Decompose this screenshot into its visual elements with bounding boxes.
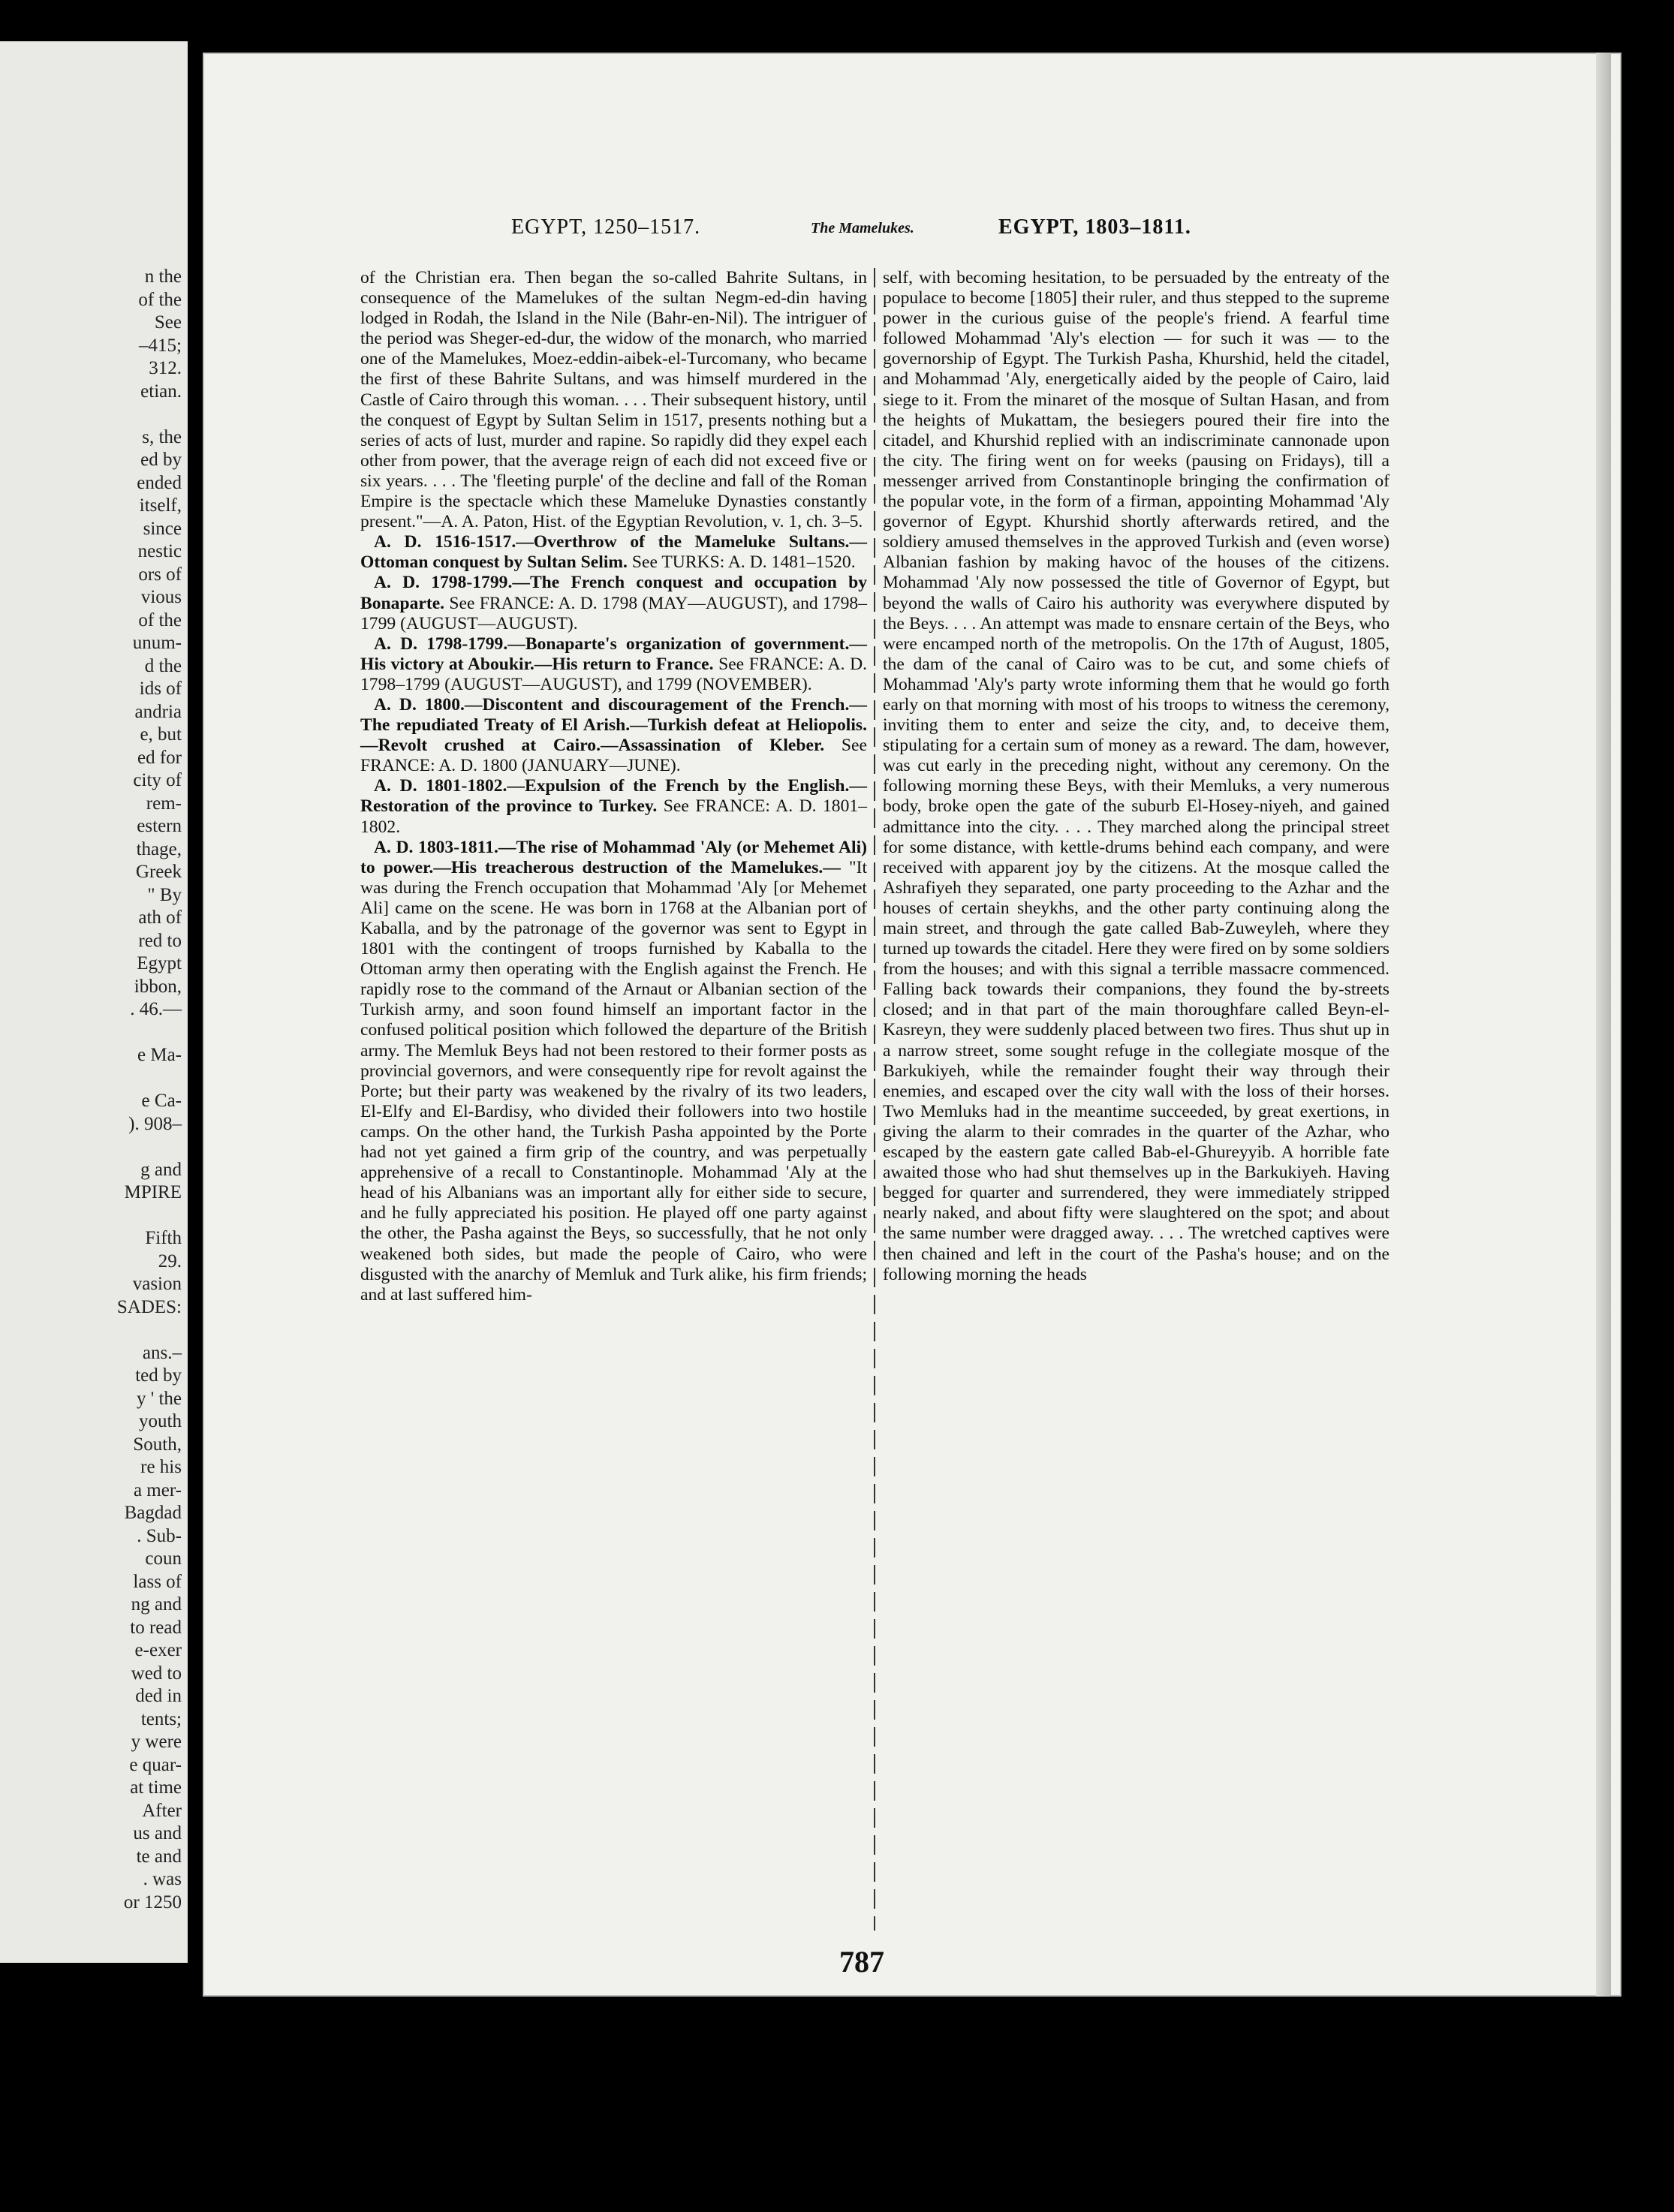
- fragment-line: nestic: [137, 541, 182, 561]
- fragment-line: lass of: [133, 1571, 182, 1592]
- header-right: EGYPT, 1803–1811.: [998, 215, 1191, 239]
- fragment-line: since: [143, 518, 182, 539]
- entry-1516: [360, 532, 867, 573]
- fragment-line: y ' the: [136, 1388, 182, 1409]
- fragment-line: te and: [136, 1846, 182, 1867]
- fragment-line: g and: [140, 1159, 182, 1180]
- fragment-line: itself,: [139, 495, 182, 516]
- fragment-line: ids of: [139, 679, 182, 699]
- fragment-line: ng and: [131, 1594, 182, 1615]
- fragment-line: d the: [144, 655, 182, 676]
- fragment-line: Bagdad: [124, 1503, 182, 1523]
- entry-heading: A. D. 1801-1802.—Expulsion of the French by the English.—Restoration of the province to Turkey.: [360, 776, 867, 817]
- fragment-line: red to: [138, 930, 182, 951]
- fragment-line: 29.: [158, 1250, 182, 1272]
- fragment-line: –415;: [139, 335, 182, 356]
- intro-paragraph: of the Christian era. Then began the so-called Bahrite Sultans, in consequence of the Mamelukes of the sultan Negm-ed-din having lodged in Rodah, the Island in the Nile (Bahr-en-Nil). The intriguer of the period was Sheger-ed-dur, the widow of the monarch, who married one of the Mamelukes, Moez-eddin-aibek-el-Turcomany, who became the first of these Bahrite Sultans, and was himself murdered in the Castle of Cairo through this woman. . . . Their subsequent history, until the conquest of Egypt by Sultan Selim in 1517, presents nothing but a series of acts of lust, murder and rapine. So rapidly did they expel each other from power, that the average reign of each did not exceed five or six years. . . . The 'fleeting purple' of the decline and fall of the Roman Empire is the spectacle which these Mameluke Dynasties constantly present."—A. A. Paton, Hist. of the Egyptian Revolution, v. 1, ch. 3–5.: [360, 268, 867, 532]
- fragment-line: s, the: [142, 426, 182, 447]
- right-column: [883, 268, 1389, 1285]
- adjacent-page-fragment: [0, 41, 188, 1963]
- entry-1798-a: [360, 573, 867, 634]
- entry-body: "It was during the French occupation that Mohammad 'Aly [or Mehemet Ali] came on the scene. He was born in 1768 at the Albanian port of Kaballa, and by the patronage of the governor was sent to Egypt in 1801 with the contingent of troops furnished by Kaballa to the Ottoman army then operating with the English against the French. He rapidly rose to the command of the Arnaut or Albanian section of the Turkish army, and soon found himself an important factor in the confused political position which followed the departure of the British army. The Memluk Beys had not been restored to their former posts as provincial governors, and were consequently ripe for revolt against the Porte; but their party was weakened by the rivalry of its two leaders, El-Elfy and El-Bardisy, who divided their followers into two hostile camps. On the other hand, the Turkish Pasha appointed by the Porte had not yet gained a firm grip of the country, and was perpetually apprehensive of a recall to Constantinople. Mohammad 'Aly at the head of his Albanians was an important ally for either side to secure, and he fully appreciated his position. He played off one party against the other, the Pasha against the Beys, so successfully, that he not only weakened both sides, but made the people of Cairo, who were disgusted with the anarchy of Memluk and Turk alike, his firm friends; and at last suffered him-: [360, 857, 867, 1305]
- fragment-line: re his: [140, 1457, 182, 1477]
- fragment-line: . was: [143, 1869, 182, 1889]
- fragment-line: wed to: [131, 1663, 182, 1684]
- fragment-line: South,: [133, 1434, 182, 1455]
- fragment-line: e quar-: [129, 1754, 182, 1775]
- fragment-line: coun: [145, 1548, 182, 1569]
- column-divider: [874, 268, 875, 1931]
- fragment-line: SADES:: [116, 1296, 182, 1317]
- fragment-line: Fifth: [145, 1228, 182, 1248]
- entry-1801: [360, 776, 867, 837]
- entry-heading: A. D. 1800.—Discontent and discouragement of the French.—The repudiated Treaty of El Arish.—Turkish defeat at Heliopolis.—Revolt crushed at Cairo.—Assassination of Kleber.: [360, 694, 867, 756]
- fragment-line: " By: [147, 884, 182, 905]
- entry-heading: A. D. 1798-1799.—The French conquest and occupation by Bonaparte.: [360, 573, 867, 613]
- fragment-line: See: [154, 312, 182, 333]
- entry-heading: A. D. 1798-1799.—Bonaparte's organization of government.—His victory at Aboukir.—His return to France.: [360, 634, 867, 674]
- fragment-line: estern: [137, 816, 182, 836]
- fragment-line: ded in: [135, 1686, 182, 1706]
- header-left: EGYPT, 1250–1517.: [511, 215, 701, 239]
- fragment-line: vious: [140, 587, 182, 607]
- fragment-line: ans.–: [142, 1342, 182, 1363]
- fragment-line: MPIRE: [124, 1182, 182, 1202]
- fragment-line: us and: [133, 1823, 182, 1843]
- fragment-line: a mer-: [133, 1479, 182, 1500]
- fragment-line: ath of: [138, 907, 182, 928]
- fragment-line: y were: [131, 1732, 182, 1752]
- entry-body: See FRANCE: A. D. 1800 (JANUARY—JUNE).: [360, 736, 867, 776]
- fragment-line: e-exer: [134, 1640, 182, 1660]
- page-edge: [1596, 53, 1611, 1997]
- fragment-line: ). 908–: [128, 1113, 182, 1134]
- document-page: [203, 53, 1621, 1997]
- fragment-line: ended: [137, 472, 182, 493]
- fragment-line: rem-: [146, 793, 182, 814]
- entry-1803: [360, 838, 867, 1305]
- fragment-line: e Ma-: [137, 1045, 182, 1065]
- header-center: The Mamelukes.: [811, 220, 914, 236]
- right-column-text: self, with becoming hesitation, to be persuaded by the entreaty of the populace to become [1805] their ruler, and thus stepped to the supreme power in the curious guise of the people's friend. A fearful time followed Mohammad 'Aly's election — for such it was — to the governorship of Egypt. The Turkish Pasha, Khurshid, held the citadel, and Mohammad 'Aly, energetically aided by the people of Cairo, laid siege to it. From the minaret of the mosque of Sultan Hasan, and from the heights of Mukattam, the besiegers poured their fire into the citadel, and Khurshid replied with an indiscriminate cannonade upon the city. The firing went on for weeks (pausing on Fridays), till a messenger arrived from Constantinople bringing the confirmation of the popular vote, in the form of a firman, appointing Mohammad 'Aly governor of Egypt. Khurshid shortly afterwards retired, and the soldiery amused themselves in the approved Turkish and (even worse) Albanian fashion by making havoc of the houses of the citizens. Mohammad 'Aly now possessed the title of Governor of Egypt, but beyond the walls of Cairo his authority was everywhere disputed by the Beys. . . . An attempt was made to ensnare certain of the Beys, who were encamped north of the metropolis. On the 17th of August, 1805, the dam of the canal of Cairo was to be cut, and some chiefs of Mohammad 'Aly's party wrote informing them that he would go forth early on that morning with most of his troops to witness the ceremony, inviting them to enter and seize the city, and, to deceive them, stipulating for a certain sum of money as a reward. The dam, however, was cut early in the preceding night, without any ceremony. On the following morning these Beys, with their Memluks, a very numerous body, broke open the gate of the suburb El-Hosey-niyeh, and gained admittance into the city. . . . They marched along the principal street for some distance, with kettle-drums behind each company, and were received with apparent joy by the citizens. At the mosque called the Ashrafiyeh they separated, one party proceeding to the Azhar and the houses of certain sheykhs, and the other party continuing along the main street, and through the gate called Bab-Zuweyleh, where they turned up towards the citadel. Here they were fired on by some soldiers from the houses; and with this signal a terrible massacre commenced. Falling back towards their companions, they found the by-streets closed; and in that part of the main thoroughfare called Beyn-el-Kasreyn, they were suddenly placed between two fires. Thus shut up in a narrow street, some sought refuge in the collegiate mosque of the Barkukiyeh, while the remainder fought their way through their enemies, and escaped over the city wall with the loss of their horses. Two Memluks had in the meantime succeeded, by great exertions, in giving the alarm to their comrades in the quarter of the Azhar, who escaped by the eastern gate called Bab-el-Ghureyyib. A horrible fate awaited those who had shut themselves up in the Barkukiyeh. Having begged for quarter and surrendered, they were immediately stripped nearly naked, and about fifty were slaughtered on the spot; and about the same number were dragged away. . . . The wretched captives were then chained and left in the court of the Pasha's house; and on the following morning the heads: [883, 268, 1389, 1284]
- fragment-line: n the: [144, 266, 182, 287]
- fragment-line: After: [142, 1800, 182, 1821]
- fragment-line: andria: [134, 701, 182, 722]
- running-header: [203, 215, 1621, 245]
- entry-body: See FRANCE: A. D. 1798–1799 (AUGUST—AUGUST), and 1799 (NOVEMBER).: [360, 654, 868, 694]
- fragment-line: ed for: [137, 747, 182, 768]
- fragment-line: tents;: [140, 1708, 182, 1729]
- fragment-line: etian.: [140, 381, 182, 402]
- entry-heading: A. D. 1516-1517.—Overthrow of the Mameluke Sultans.—Ottoman conquest by Sultan Selim.: [360, 532, 867, 573]
- fragment-line: ed by: [140, 450, 182, 470]
- entry-heading: A. D. 1803-1811.—The rise of Mohammad 'Aly (or Mehemet Ali) to power.—His treacherous destruction of the Mamelukes.—: [360, 837, 867, 877]
- entry-body: See FRANCE: A. D. 1801–1802.: [360, 796, 867, 837]
- fragment-line: e, but: [140, 724, 182, 745]
- left-column: [360, 268, 867, 1305]
- fragment-line: youth: [139, 1411, 182, 1431]
- fragment-line: ibbon,: [134, 976, 182, 997]
- page-number: 787: [839, 1945, 884, 1979]
- fragment-line: Egypt: [137, 953, 182, 974]
- fragment-line: e Ca-: [141, 1091, 182, 1111]
- fragment-line: 312.: [149, 358, 182, 378]
- fragment-line: . 46.—: [130, 999, 182, 1019]
- fragment-line: of the: [138, 289, 182, 310]
- fragment-line: of the: [138, 609, 182, 630]
- fragment-line: . Sub-: [137, 1525, 182, 1546]
- fragment-line: ted by: [135, 1365, 182, 1386]
- fragment-line: at time: [130, 1777, 182, 1798]
- fragment-line: thage,: [136, 838, 182, 859]
- entry-1798-b: [360, 634, 867, 695]
- fragment-line: Greek: [135, 862, 182, 882]
- fragment-line: unum-: [132, 633, 182, 653]
- fragment-line: to read: [130, 1617, 182, 1638]
- fragment-line: city of: [133, 770, 182, 790]
- fragment-line: vasion: [132, 1274, 182, 1294]
- fragment-line: ors of: [138, 564, 182, 585]
- fragment-line: or 1250: [123, 1891, 182, 1913]
- entry-body: See FRANCE: A. D. 1798 (MAY—AUGUST), and 1798–1799 (AUGUST—AUGUST).: [360, 593, 867, 634]
- entry-1800: [360, 695, 867, 776]
- entry-body: See TURKS: A. D. 1481–1520.: [631, 552, 856, 573]
